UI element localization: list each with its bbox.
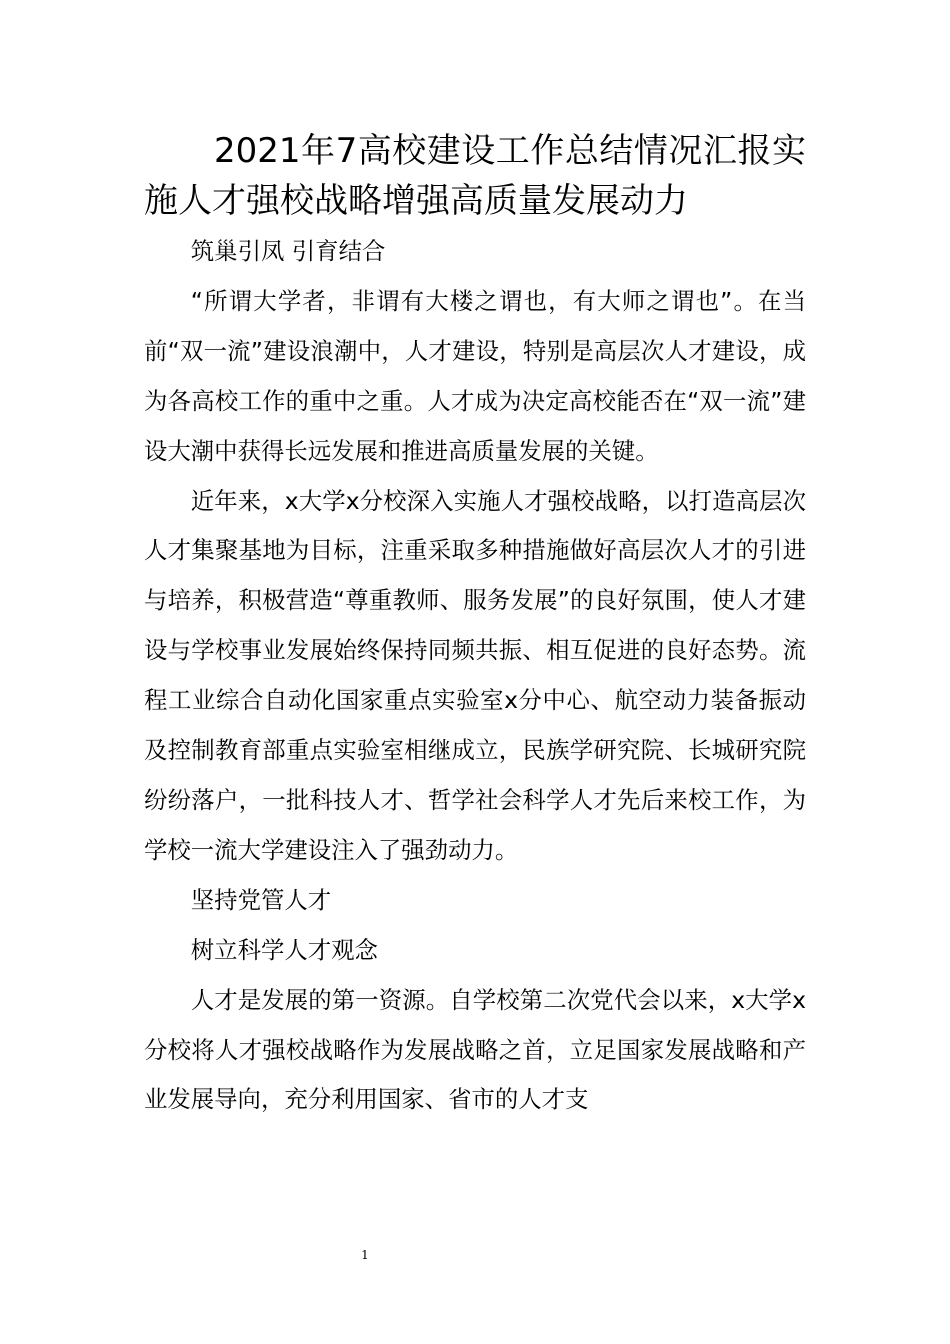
paragraph-intro: “所谓大学者，非谓有大楼之谓也，有大师之谓也”。在当前“双一流”建设浪潮中，人才建设，特别是高层次人才建设，成为各高校工作的重中之重。人才成为决定高校能否在“双一流”建设大潮中获得长远发展和推进高质量发展的关键。 xyxy=(144,286,806,465)
paragraph-talent-resource: 人才是发展的第一资源。自学校第二次党代会以来，x大学x分校将人才强校战略作为发展战略之首，立足国家发展战略和产业发展导向，充分利用国家、省市的人才支 xyxy=(144,985,806,1114)
paragraph-recent-years: 近年来，x大学x分校深入实施人才强校战略，以打造高层次人才集聚基地为目标，注重采取多种措施做好高层次人才的引进与培养，积极营造“尊重教师、服务发展”的良好氛围，使人才建设与学校事业发展始终保持同频共振、相互促进的良好态势。流程工业综合自动化国家重点实验室x分中心、航空动力装备振动及控制教育部重点实验室相继成立，民族学研究院、长城研究院纷纷落户，一批科技人才、哲学社会科学人才先后来校工作，为学校一流大学建设注入了强劲动力。 xyxy=(144,486,806,864)
document-title: 2021年7高校建设工作总结情况汇报实施人才强校战略增强高质量发展动力 xyxy=(144,131,806,221)
page-number: 1 xyxy=(361,1248,369,1262)
paragraph-subheading-2: 坚持党管人才 xyxy=(190,885,332,914)
document-body xyxy=(144,126,806,1125)
paragraph-subheading-1: 筑巢引凤 引育结合 xyxy=(190,237,386,265)
paragraph-subheading-3: 树立科学人才观念 xyxy=(190,935,378,964)
